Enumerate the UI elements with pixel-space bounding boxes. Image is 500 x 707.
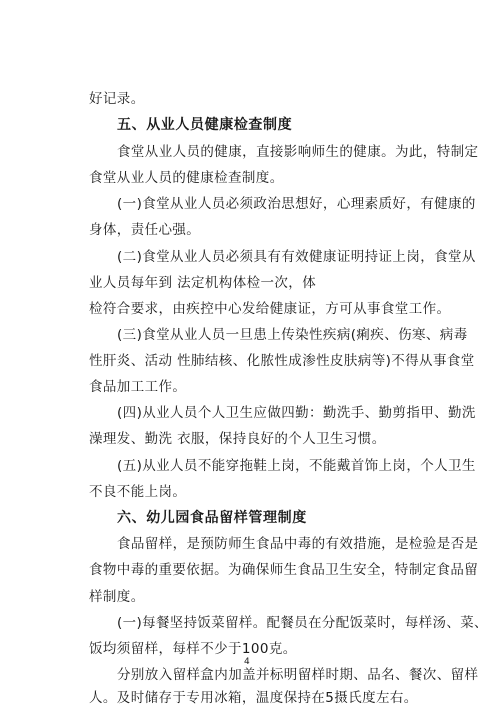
paragraph-line: (一)每餐坚持饭菜留样。配餐员在分配饭菜时，每样汤、菜、 — [117, 615, 488, 631]
paragraph-line: 食堂从业人员的健康检查制度。 — [89, 170, 284, 186]
paragraph-line: (一)食堂从业人员必须政治思想好，心理素质好，有健康的 — [117, 196, 476, 212]
paragraph-line: 不良不能上岗。 — [89, 484, 187, 500]
paragraph-line: (二)食堂从业人员必须具有有效健康证明持证上岗，食堂从 — [117, 249, 476, 265]
paragraph-line: 饭均须留样，每样不少于100克。 — [89, 641, 297, 657]
paragraph-line: 身体，责任心强。 — [89, 222, 201, 238]
paragraph-line: 分别放入留样盒内加盖并标明留样时期、品名、餐次、留样 — [117, 667, 479, 683]
paragraph-line: 性肝炎、活动 性肺结核、化脓性成渗性皮肤病等)不得从事食堂 — [89, 353, 475, 369]
text-line: 好记录。 — [89, 91, 145, 107]
paragraph-line: 检符合要求，由疾控中心发给健康证，方可从事食堂工作。 — [89, 301, 451, 317]
paragraph-line: (三)食堂从业人员一旦患上传染性疾病(痢疾、伤寒、病毒 — [117, 327, 468, 343]
paragraph-line: 澡理发、勤洗 衣服，保持良好的个人卫生习惯。 — [89, 431, 386, 447]
paragraph-line: 食物中毒的重要依据。为确保师生食品卫生安全，特制定食品留 — [89, 562, 479, 578]
paragraph-line: 食品留样，是预防师生食品中毒的有效措施，是检验是否是 — [117, 536, 479, 552]
paragraph-line: 人。及时储存于专用冰箱，温度保持在5摄氏度左右。 — [89, 690, 418, 706]
section-heading: 六、幼儿园食品留样管理制度 — [117, 510, 307, 526]
paragraph-line: 样制度。 — [89, 589, 145, 605]
paragraph-line: 食品加工工作。 — [89, 379, 187, 395]
paragraph-line: (五)从业人员不能穿拖鞋上岗，不能戴首饰上岗，个人卫生 — [117, 458, 476, 474]
paragraph-line: 食堂从业人员的健康，直接影响师生的健康。为此，特制定 — [117, 144, 479, 160]
section-heading: 五、从业人员健康检查制度 — [117, 117, 293, 133]
page-number: 4 — [244, 657, 250, 667]
paragraph-line: 业人员每年到 法定机构体检一次，体 — [89, 275, 317, 291]
paragraph-line: (四)从业人员个人卫生应做四勤：勤洗手、勤剪指甲、勤洗 — [117, 405, 476, 421]
